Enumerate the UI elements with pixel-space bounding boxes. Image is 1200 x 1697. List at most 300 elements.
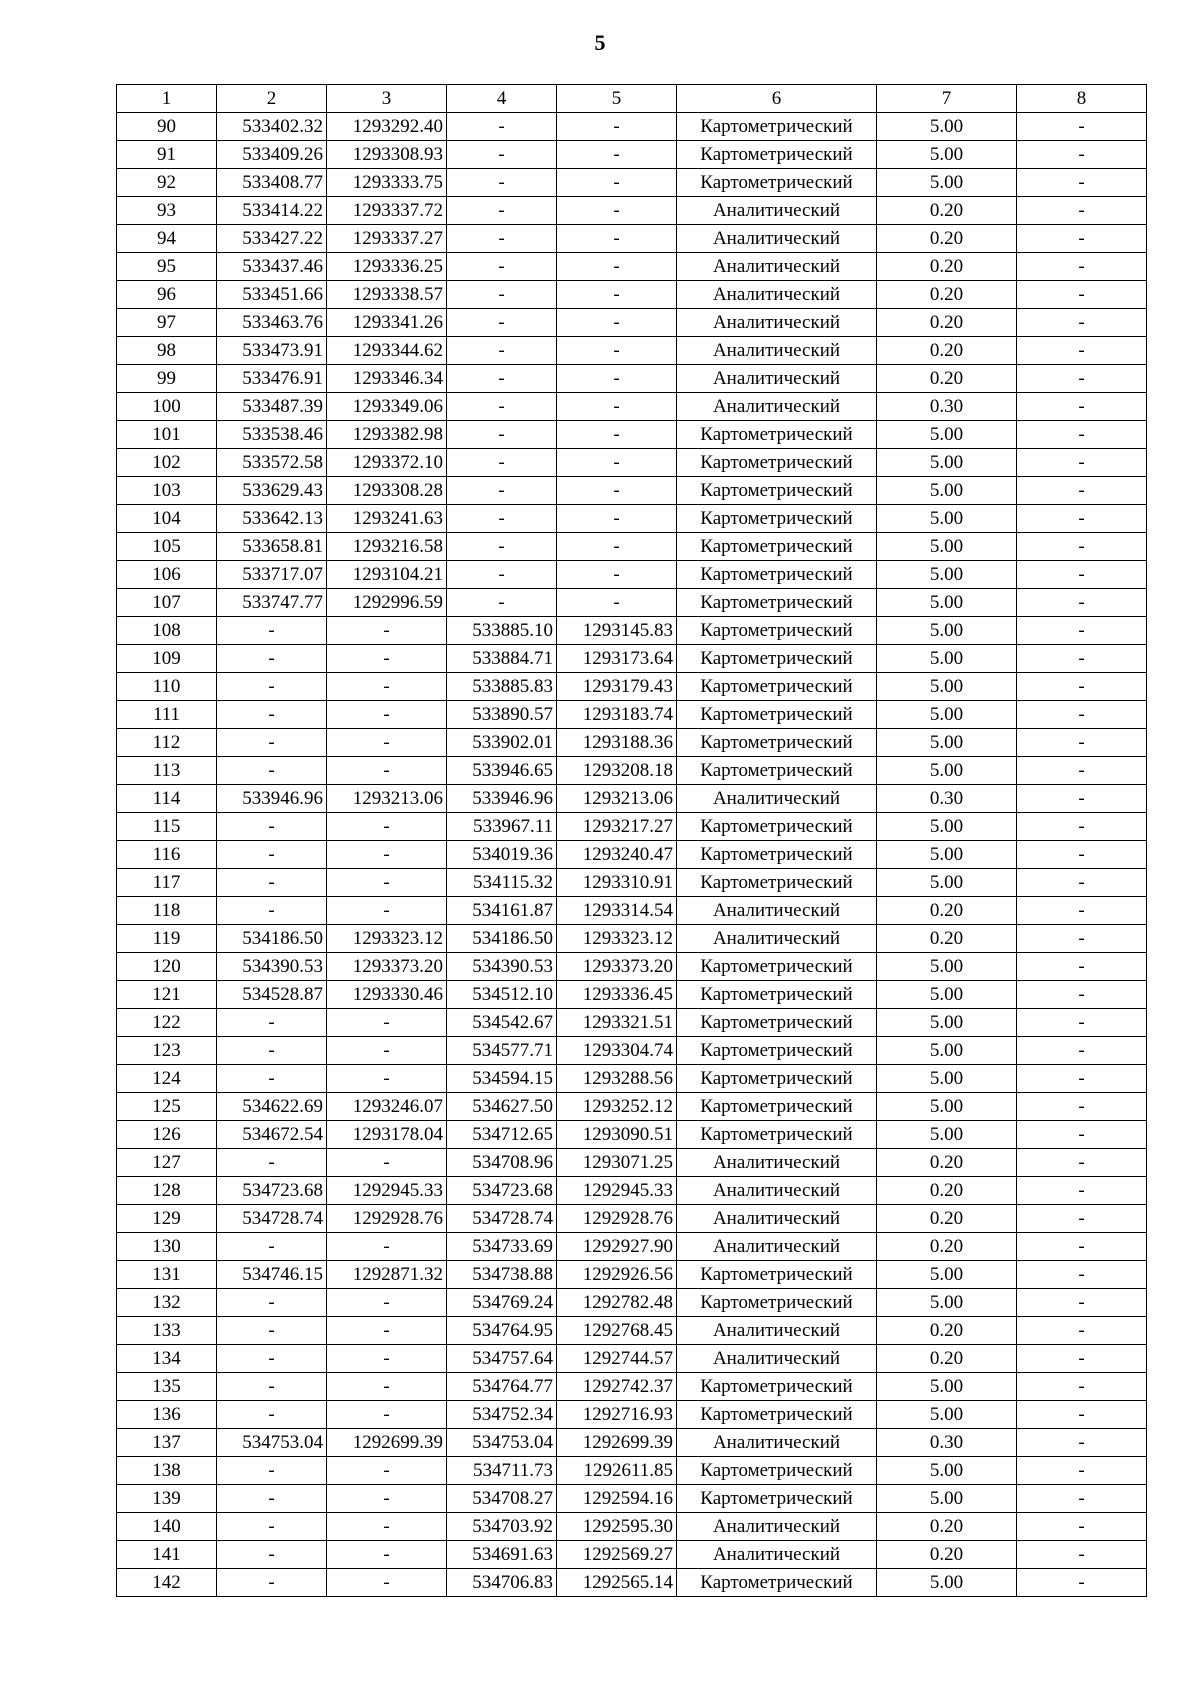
table-cell: - bbox=[217, 897, 327, 925]
table-cell: - bbox=[1017, 309, 1147, 337]
table-cell: 533427.22 bbox=[217, 225, 327, 253]
table-cell: 99 bbox=[117, 365, 217, 393]
table-cell: - bbox=[1017, 421, 1147, 449]
table-row bbox=[117, 169, 1147, 197]
table-cell: 112 bbox=[117, 729, 217, 757]
table-cell: - bbox=[1017, 365, 1147, 393]
table-row bbox=[117, 365, 1147, 393]
table-cell: 534746.15 bbox=[217, 1261, 327, 1289]
table-cell: 534738.88 bbox=[447, 1261, 557, 1289]
table-cell: - bbox=[217, 1513, 327, 1541]
table-cell: - bbox=[1017, 1569, 1147, 1597]
table-cell: 5.00 bbox=[877, 841, 1017, 869]
table-row bbox=[117, 645, 1147, 673]
table-cell: 93 bbox=[117, 197, 217, 225]
table-cell: - bbox=[327, 1373, 447, 1401]
table-cell: 1293217.27 bbox=[557, 813, 677, 841]
table-cell: 1292569.27 bbox=[557, 1541, 677, 1569]
table-cell: - bbox=[1017, 897, 1147, 925]
table-cell: 534728.74 bbox=[447, 1205, 557, 1233]
table-cell: 5.00 bbox=[877, 1065, 1017, 1093]
table-row bbox=[117, 729, 1147, 757]
table-cell: Картометрический bbox=[677, 1457, 877, 1485]
table-cell: - bbox=[1017, 981, 1147, 1009]
table-cell: 94 bbox=[117, 225, 217, 253]
table-cell: 5.00 bbox=[877, 505, 1017, 533]
table-cell: 1293145.83 bbox=[557, 617, 677, 645]
table-cell: 1293314.54 bbox=[557, 897, 677, 925]
table-cell: 110 bbox=[117, 673, 217, 701]
table-cell: 1293336.25 bbox=[327, 253, 447, 281]
table-cell: 104 bbox=[117, 505, 217, 533]
table-row bbox=[117, 309, 1147, 337]
table-cell: 1292927.90 bbox=[557, 1233, 677, 1261]
table-cell: - bbox=[327, 673, 447, 701]
table-cell: 100 bbox=[117, 393, 217, 421]
page-number: 5 bbox=[594, 30, 606, 55]
table-cell: Картометрический bbox=[677, 813, 877, 841]
table-row bbox=[117, 617, 1147, 645]
table-cell: 533538.46 bbox=[217, 421, 327, 449]
table-cell: - bbox=[217, 869, 327, 897]
table-cell: - bbox=[217, 701, 327, 729]
table-cell: 1292565.14 bbox=[557, 1569, 677, 1597]
table-cell: 114 bbox=[117, 785, 217, 813]
table-cell: - bbox=[1017, 841, 1147, 869]
table-cell: 533885.83 bbox=[447, 673, 557, 701]
table-row bbox=[117, 1373, 1147, 1401]
table-cell: Картометрический bbox=[677, 169, 877, 197]
table-cell: 534733.69 bbox=[447, 1233, 557, 1261]
table-cell: 97 bbox=[117, 309, 217, 337]
table-row bbox=[117, 841, 1147, 869]
table-cell: 0.20 bbox=[877, 197, 1017, 225]
table-cell: 116 bbox=[117, 841, 217, 869]
table-cell: 1293071.25 bbox=[557, 1149, 677, 1177]
table-cell: 1293213.06 bbox=[557, 785, 677, 813]
table-cell: Аналитический bbox=[677, 1513, 877, 1541]
table-cell: - bbox=[1017, 1457, 1147, 1485]
table-cell: - bbox=[1017, 785, 1147, 813]
table-cell: - bbox=[1017, 1065, 1147, 1093]
table-cell: 534161.87 bbox=[447, 897, 557, 925]
table-cell: - bbox=[557, 169, 677, 197]
table-cell: 1292928.76 bbox=[327, 1205, 447, 1233]
table-cell: 1292716.93 bbox=[557, 1401, 677, 1429]
table-cell: Аналитический bbox=[677, 1233, 877, 1261]
table-cell: Картометрический bbox=[677, 449, 877, 477]
table-cell: - bbox=[1017, 197, 1147, 225]
table-cell: 101 bbox=[117, 421, 217, 449]
table-cell: - bbox=[217, 1065, 327, 1093]
table-row bbox=[117, 1065, 1147, 1093]
table-cell: 534708.27 bbox=[447, 1485, 557, 1513]
table-cell: - bbox=[447, 505, 557, 533]
table-cell: 119 bbox=[117, 925, 217, 953]
table-row bbox=[117, 421, 1147, 449]
table-cell: - bbox=[217, 617, 327, 645]
table-row bbox=[117, 1233, 1147, 1261]
table-cell: 0.20 bbox=[877, 897, 1017, 925]
table-cell: - bbox=[1017, 1233, 1147, 1261]
table-cell: - bbox=[447, 197, 557, 225]
table-cell: - bbox=[217, 1037, 327, 1065]
table-cell: 1293341.26 bbox=[327, 309, 447, 337]
table-cell: 1293330.46 bbox=[327, 981, 447, 1009]
table-row bbox=[117, 1093, 1147, 1121]
table-cell: 533572.58 bbox=[217, 449, 327, 477]
table-cell: 0.20 bbox=[877, 1541, 1017, 1569]
table-cell: 5.00 bbox=[877, 589, 1017, 617]
table-cell: Картометрический bbox=[677, 1485, 877, 1513]
table-cell: 120 bbox=[117, 953, 217, 981]
table-cell: - bbox=[327, 1457, 447, 1485]
table-cell: 534186.50 bbox=[217, 925, 327, 953]
table-cell: 533408.77 bbox=[217, 169, 327, 197]
table-cell: - bbox=[557, 253, 677, 281]
table-cell: 1293373.20 bbox=[327, 953, 447, 981]
table-cell: 533629.43 bbox=[217, 477, 327, 505]
table-cell: - bbox=[217, 1569, 327, 1597]
table-cell: 122 bbox=[117, 1009, 217, 1037]
table-cell: 533642.13 bbox=[217, 505, 327, 533]
table-cell: Аналитический bbox=[677, 281, 877, 309]
table-cell: 115 bbox=[117, 813, 217, 841]
table-cell: 0.20 bbox=[877, 925, 1017, 953]
table-cell: 534769.24 bbox=[447, 1289, 557, 1317]
table-row bbox=[117, 1261, 1147, 1289]
table-cell: - bbox=[217, 645, 327, 673]
table-cell: 1293241.63 bbox=[327, 505, 447, 533]
table-row bbox=[117, 897, 1147, 925]
table-cell: 0.30 bbox=[877, 1429, 1017, 1457]
table-cell: - bbox=[447, 169, 557, 197]
table-cell: 136 bbox=[117, 1401, 217, 1429]
table-cell: 534577.71 bbox=[447, 1037, 557, 1065]
table-cell: - bbox=[327, 701, 447, 729]
table-cell: - bbox=[1017, 1177, 1147, 1205]
column-header-6: 6 bbox=[677, 85, 877, 113]
table-cell: - bbox=[557, 421, 677, 449]
table-cell: 0.20 bbox=[877, 1345, 1017, 1373]
table-cell: 1293188.36 bbox=[557, 729, 677, 757]
table-cell: - bbox=[557, 225, 677, 253]
table-cell: - bbox=[1017, 1149, 1147, 1177]
table-cell: 5.00 bbox=[877, 701, 1017, 729]
table-cell: 534711.73 bbox=[447, 1457, 557, 1485]
table-cell: 113 bbox=[117, 757, 217, 785]
table-cell: Картометрический bbox=[677, 701, 877, 729]
table-cell: 533885.10 bbox=[447, 617, 557, 645]
table-cell: - bbox=[327, 1541, 447, 1569]
table-cell: 130 bbox=[117, 1233, 217, 1261]
table-cell: 1292594.16 bbox=[557, 1485, 677, 1513]
table-cell: 5.00 bbox=[877, 1373, 1017, 1401]
table-cell: Картометрический bbox=[677, 953, 877, 981]
table-header-row bbox=[117, 85, 1147, 113]
table-cell: - bbox=[557, 337, 677, 365]
table-cell: - bbox=[447, 533, 557, 561]
table-cell: 1292945.33 bbox=[557, 1177, 677, 1205]
table-row bbox=[117, 1541, 1147, 1569]
table-cell: - bbox=[1017, 589, 1147, 617]
table-cell: Аналитический bbox=[677, 897, 877, 925]
table-cell: - bbox=[327, 1037, 447, 1065]
table-row bbox=[117, 337, 1147, 365]
table-cell: - bbox=[1017, 645, 1147, 673]
table-cell: Картометрический bbox=[677, 1373, 877, 1401]
table-cell: 0.20 bbox=[877, 1317, 1017, 1345]
table-cell: - bbox=[1017, 1317, 1147, 1345]
table-cell: - bbox=[217, 1317, 327, 1345]
table-cell: 533967.11 bbox=[447, 813, 557, 841]
table-cell: 0.20 bbox=[877, 1513, 1017, 1541]
table-cell: Картометрический bbox=[677, 477, 877, 505]
table-cell: Картометрический bbox=[677, 841, 877, 869]
table-cell: Аналитический bbox=[677, 253, 877, 281]
table-cell: 5.00 bbox=[877, 617, 1017, 645]
table-cell: 534712.65 bbox=[447, 1121, 557, 1149]
table-cell: 534752.34 bbox=[447, 1401, 557, 1429]
table-cell: Картометрический bbox=[677, 1037, 877, 1065]
table-row bbox=[117, 1009, 1147, 1037]
table-cell: Картометрический bbox=[677, 1009, 877, 1037]
table-cell: 533409.26 bbox=[217, 141, 327, 169]
table-cell: - bbox=[447, 561, 557, 589]
table-cell: 121 bbox=[117, 981, 217, 1009]
table-row bbox=[117, 449, 1147, 477]
table-row bbox=[117, 1037, 1147, 1065]
table-row bbox=[117, 477, 1147, 505]
table-cell: Аналитический bbox=[677, 1541, 877, 1569]
table-cell: Аналитический bbox=[677, 925, 877, 953]
table-cell: 5.00 bbox=[877, 1261, 1017, 1289]
column-header-1: 1 bbox=[117, 85, 217, 113]
table-cell: 5.00 bbox=[877, 1485, 1017, 1513]
table-cell: Картометрический bbox=[677, 141, 877, 169]
table-cell: 0.20 bbox=[877, 365, 1017, 393]
table-cell: - bbox=[1017, 169, 1147, 197]
table-cell: Аналитический bbox=[677, 1205, 877, 1233]
table-row bbox=[117, 589, 1147, 617]
table-cell: 0.20 bbox=[877, 1177, 1017, 1205]
table-cell: - bbox=[1017, 869, 1147, 897]
table-cell: 133 bbox=[117, 1317, 217, 1345]
table-cell: - bbox=[1017, 281, 1147, 309]
table-cell: Аналитический bbox=[677, 197, 877, 225]
table-cell: 1293304.74 bbox=[557, 1037, 677, 1065]
table-cell: Картометрический bbox=[677, 1289, 877, 1317]
table-cell: 533414.22 bbox=[217, 197, 327, 225]
table-cell: Картометрический bbox=[677, 1569, 877, 1597]
table-cell: Картометрический bbox=[677, 1401, 877, 1429]
table-cell: - bbox=[447, 365, 557, 393]
table-cell: 534542.67 bbox=[447, 1009, 557, 1037]
table-cell: 0.20 bbox=[877, 1233, 1017, 1261]
table-cell: 1293308.28 bbox=[327, 477, 447, 505]
table-cell: - bbox=[217, 1149, 327, 1177]
table-cell: - bbox=[1017, 533, 1147, 561]
table-cell: - bbox=[447, 309, 557, 337]
table-cell: - bbox=[217, 1457, 327, 1485]
table-cell: 533890.57 bbox=[447, 701, 557, 729]
table-cell: 96 bbox=[117, 281, 217, 309]
table-cell: - bbox=[217, 1289, 327, 1317]
table-cell: 1293310.91 bbox=[557, 869, 677, 897]
table-cell: - bbox=[447, 337, 557, 365]
table-cell: 533487.39 bbox=[217, 393, 327, 421]
table-cell: 533402.32 bbox=[217, 113, 327, 141]
table-cell: Картометрический bbox=[677, 589, 877, 617]
table-row bbox=[117, 561, 1147, 589]
table-cell: - bbox=[1017, 113, 1147, 141]
table-cell: - bbox=[217, 1233, 327, 1261]
table-row bbox=[117, 785, 1147, 813]
table-cell: Аналитический bbox=[677, 1149, 877, 1177]
table-row bbox=[117, 1149, 1147, 1177]
table-cell: - bbox=[327, 1401, 447, 1429]
table-cell: - bbox=[557, 197, 677, 225]
table-cell: 534764.95 bbox=[447, 1317, 557, 1345]
table-row bbox=[117, 141, 1147, 169]
table-cell: 1293252.12 bbox=[557, 1093, 677, 1121]
table-cell: - bbox=[327, 1485, 447, 1513]
table-cell: 5.00 bbox=[877, 561, 1017, 589]
table-row bbox=[117, 1205, 1147, 1233]
table-cell: 534622.69 bbox=[217, 1093, 327, 1121]
table-cell: - bbox=[1017, 813, 1147, 841]
table-cell: 1292926.56 bbox=[557, 1261, 677, 1289]
table-cell: - bbox=[557, 561, 677, 589]
table-row bbox=[117, 869, 1147, 897]
table-cell: 5.00 bbox=[877, 169, 1017, 197]
table-cell: 534753.04 bbox=[447, 1429, 557, 1457]
table-cell: Картометрический bbox=[677, 1065, 877, 1093]
table-cell: - bbox=[557, 393, 677, 421]
table-cell: 533747.77 bbox=[217, 589, 327, 617]
table-row bbox=[117, 505, 1147, 533]
table-cell: - bbox=[1017, 1513, 1147, 1541]
table-cell: 103 bbox=[117, 477, 217, 505]
table-cell: - bbox=[447, 225, 557, 253]
table-cell: 117 bbox=[117, 869, 217, 897]
table-cell: - bbox=[557, 309, 677, 337]
table-row bbox=[117, 757, 1147, 785]
table-cell: Картометрический bbox=[677, 981, 877, 1009]
table-row bbox=[117, 673, 1147, 701]
table-cell: - bbox=[1017, 449, 1147, 477]
table-cell: - bbox=[217, 1485, 327, 1513]
table-row bbox=[117, 1289, 1147, 1317]
table-cell: - bbox=[327, 1345, 447, 1373]
table-cell: 534764.77 bbox=[447, 1373, 557, 1401]
table-cell: Аналитический bbox=[677, 1317, 877, 1345]
column-header-4: 4 bbox=[447, 85, 557, 113]
table-cell: - bbox=[1017, 953, 1147, 981]
table-cell: 5.00 bbox=[877, 757, 1017, 785]
table-cell: - bbox=[1017, 1373, 1147, 1401]
table-cell: 1293382.98 bbox=[327, 421, 447, 449]
table-cell: 1293308.93 bbox=[327, 141, 447, 169]
table-cell: 534672.54 bbox=[217, 1121, 327, 1149]
table-cell: - bbox=[217, 673, 327, 701]
table-cell: - bbox=[447, 421, 557, 449]
table-cell: 534708.96 bbox=[447, 1149, 557, 1177]
table-cell: - bbox=[327, 1569, 447, 1597]
table-cell: - bbox=[1017, 1093, 1147, 1121]
table-cell: 5.00 bbox=[877, 1457, 1017, 1485]
table-cell: - bbox=[557, 281, 677, 309]
table-cell: 1292742.37 bbox=[557, 1373, 677, 1401]
table-cell: 1293373.20 bbox=[557, 953, 677, 981]
table-row bbox=[117, 981, 1147, 1009]
table-cell: - bbox=[327, 1233, 447, 1261]
table-cell: Аналитический bbox=[677, 309, 877, 337]
table-cell: - bbox=[217, 1009, 327, 1037]
table-cell: 534594.15 bbox=[447, 1065, 557, 1093]
table-cell: Картометрический bbox=[677, 645, 877, 673]
table-cell: - bbox=[1017, 701, 1147, 729]
table-cell: 1293323.12 bbox=[557, 925, 677, 953]
table-cell: 125 bbox=[117, 1093, 217, 1121]
table-cell: 5.00 bbox=[877, 813, 1017, 841]
table-cell: 105 bbox=[117, 533, 217, 561]
table-cell: 1292611.85 bbox=[557, 1457, 677, 1485]
table-cell: - bbox=[557, 477, 677, 505]
table-cell: 5.00 bbox=[877, 449, 1017, 477]
table-cell: - bbox=[1017, 477, 1147, 505]
table-cell: 0.20 bbox=[877, 1205, 1017, 1233]
table-cell: 5.00 bbox=[877, 1121, 1017, 1149]
table-cell: Картометрический bbox=[677, 533, 877, 561]
table-cell: Аналитический bbox=[677, 337, 877, 365]
table-cell: - bbox=[327, 1009, 447, 1037]
table-cell: 534723.68 bbox=[217, 1177, 327, 1205]
table-cell: 1292928.76 bbox=[557, 1205, 677, 1233]
table-cell: 1293178.04 bbox=[327, 1121, 447, 1149]
table-cell: 533884.71 bbox=[447, 645, 557, 673]
table-cell: 106 bbox=[117, 561, 217, 589]
table-cell: 1292996.59 bbox=[327, 589, 447, 617]
table-cell: 0.20 bbox=[877, 1149, 1017, 1177]
table-cell: 1292699.39 bbox=[327, 1429, 447, 1457]
table-cell: 138 bbox=[117, 1457, 217, 1485]
table-cell: 135 bbox=[117, 1373, 217, 1401]
table-cell: 5.00 bbox=[877, 729, 1017, 757]
table-cell: - bbox=[447, 281, 557, 309]
table-row bbox=[117, 1513, 1147, 1541]
table-cell: - bbox=[1017, 757, 1147, 785]
table-cell: 90 bbox=[117, 113, 217, 141]
table-cell: - bbox=[1017, 337, 1147, 365]
table-cell: 140 bbox=[117, 1513, 217, 1541]
table-cell: 5.00 bbox=[877, 1009, 1017, 1037]
table-cell: - bbox=[327, 841, 447, 869]
table-cell: 534753.04 bbox=[217, 1429, 327, 1457]
table-cell: - bbox=[557, 533, 677, 561]
table-cell: 5.00 bbox=[877, 645, 1017, 673]
table-cell: 107 bbox=[117, 589, 217, 617]
table-cell: Картометрический bbox=[677, 1261, 877, 1289]
table-cell: - bbox=[327, 813, 447, 841]
table-cell: 5.00 bbox=[877, 533, 1017, 561]
table-cell: - bbox=[1017, 1205, 1147, 1233]
table-cell: - bbox=[447, 141, 557, 169]
column-header-2: 2 bbox=[217, 85, 327, 113]
table-cell: Аналитический bbox=[677, 785, 877, 813]
table-row bbox=[117, 1177, 1147, 1205]
table-cell: 1293173.64 bbox=[557, 645, 677, 673]
